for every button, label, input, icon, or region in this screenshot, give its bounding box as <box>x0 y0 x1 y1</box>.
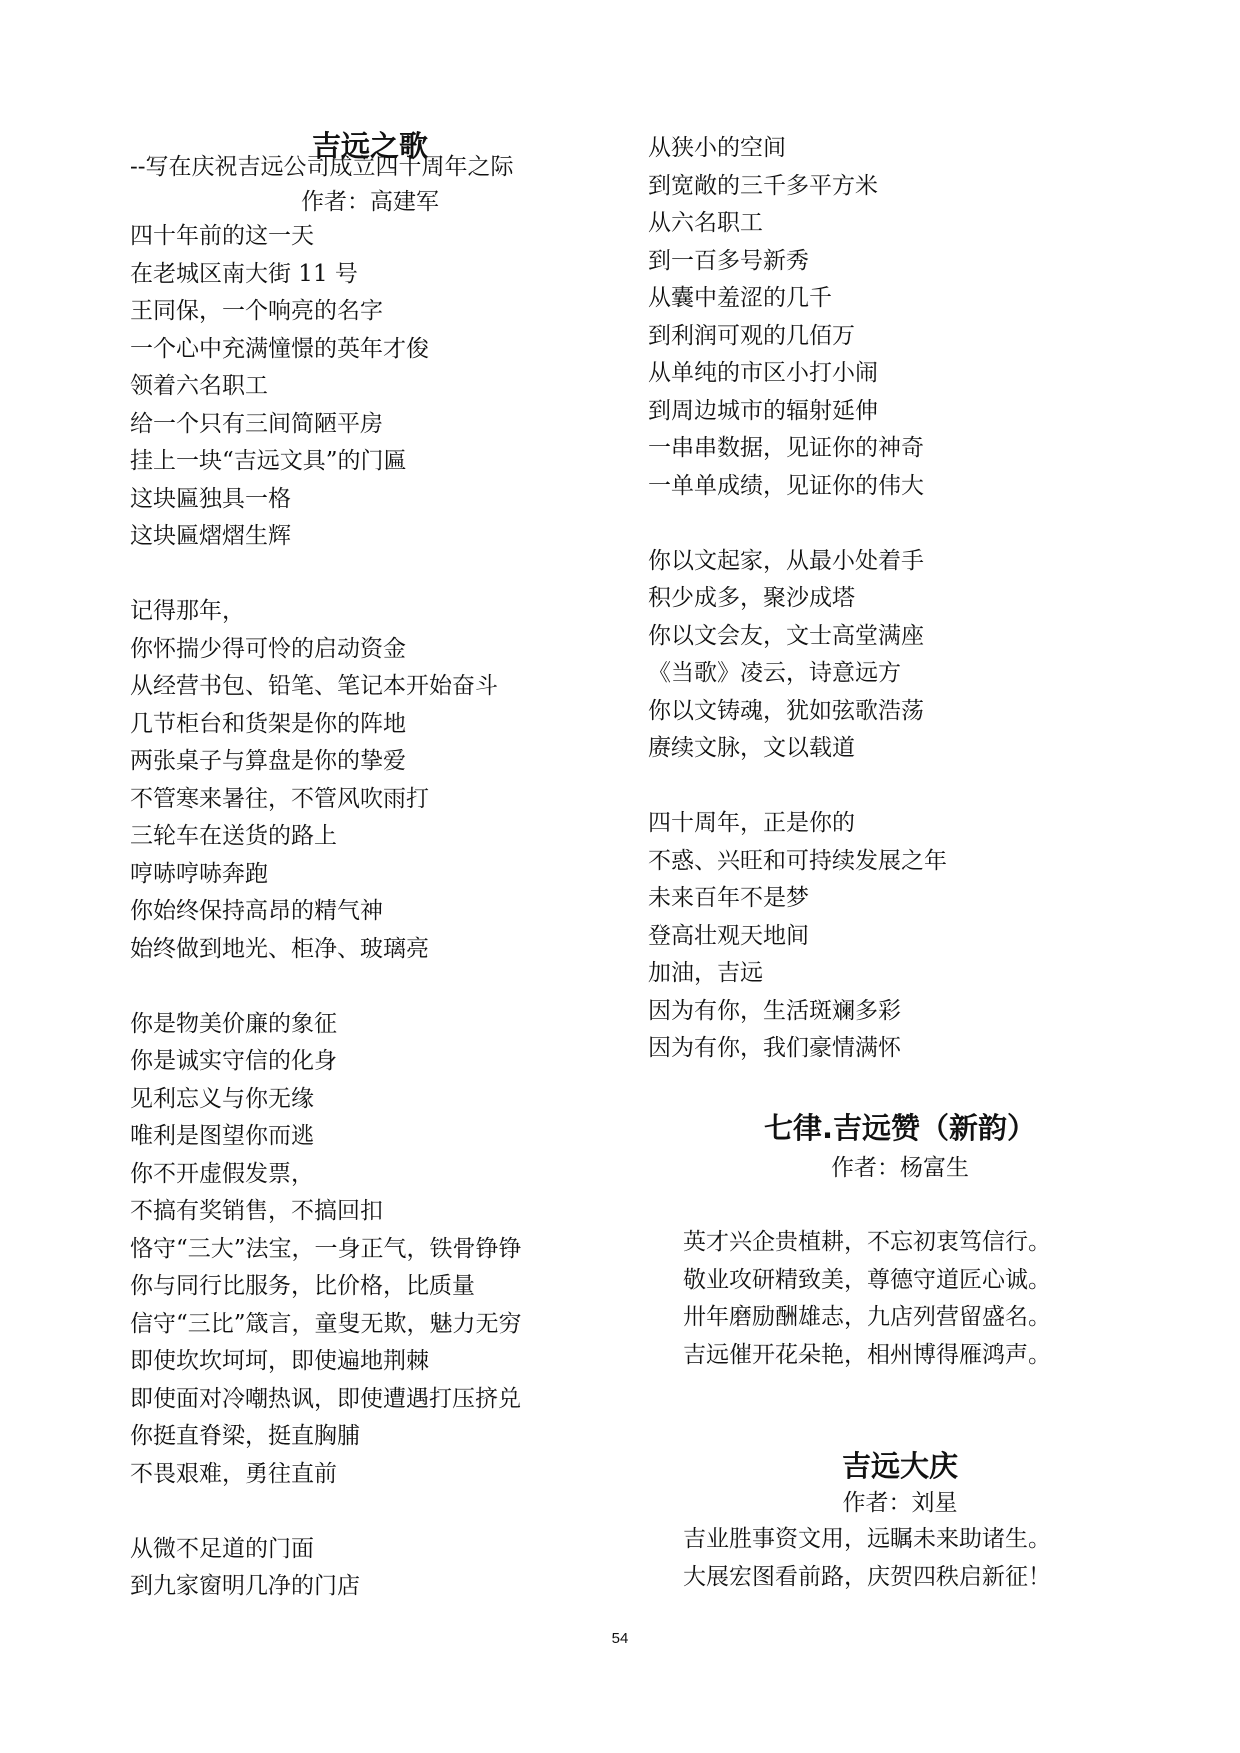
poem-line: 一个心中充满憧憬的英年才俊 <box>130 335 429 362</box>
poem-line: 即使面对冷嘲热讽，即使遭遇打压挤兑 <box>130 1385 521 1412</box>
poem-line: 吉远催开花朵艳，相州博得雁鸿声。 <box>683 1341 1051 1368</box>
poem-line: 这块匾独具一格 <box>130 485 291 512</box>
poem-line: 挂上一块“吉远文具”的门匾 <box>130 448 407 474</box>
poem-line: 未来百年不是梦 <box>648 885 809 911</box>
poem-line: 你以文铸魂，犹如弦歌浩荡 <box>648 697 924 724</box>
poem-line: 到九家窗明几净的门店 <box>130 1573 360 1599</box>
poem-line: 三轮车在送货的路上 <box>130 823 337 849</box>
poem-line: 从微不足道的门面 <box>130 1535 314 1562</box>
poem-line: 卅年磨励酬雄志，九店列营留盛名。 <box>683 1304 1051 1330</box>
poem-line: 给一个只有三间简陋平房 <box>130 410 383 437</box>
poem-line: 因为有你，生活斑斓多彩 <box>648 997 901 1024</box>
poem-line: 即使坎坎坷坷，即使遍地荆棘 <box>130 1348 429 1374</box>
poem-line: 一串串数据，见证你的神奇 <box>648 435 924 461</box>
poem-line: 哼哧哼哧奔跑 <box>130 860 268 887</box>
poem-line: 到宽敞的三千多平方米 <box>648 172 878 199</box>
poem-line: 你与同行比服务，比价格，比质量 <box>130 1273 475 1299</box>
poem-line: 你挺直脊梁，挺直胸脯 <box>130 1423 360 1449</box>
poem-line: 从经营书包、铅笔、笔记本开始奋斗 <box>130 673 498 699</box>
poem-line: 不搞有奖销售，不搞回扣 <box>130 1198 383 1224</box>
poem-line: 两张桌子与算盘是你的挚爱 <box>130 748 406 774</box>
poem-line: 几节柜台和货架是你的阵地 <box>130 710 406 737</box>
poem-line: 《当歌》凌云，诗意远方 <box>648 660 901 686</box>
poem-line: 你以文会友，文士高堂满座 <box>648 622 924 649</box>
poem-line: 四十年前的这一天 <box>130 223 314 249</box>
poem-line: 加油，吉远 <box>648 960 763 986</box>
poem-line: 领着六名职工 <box>130 373 268 399</box>
poem-line: 你以文起家，从最小处着手 <box>648 547 924 574</box>
poem-line: 大展宏图看前路，庆贺四秩启新征！ <box>683 1563 1051 1590</box>
poem-line: 到周边城市的辐射延伸 <box>648 397 878 424</box>
poem-line: 你始终保持高昂的精气神 <box>130 898 383 924</box>
poem2-author: 作者：杨富生 <box>831 1155 969 1181</box>
poem1-author: 作者：高建军 <box>301 189 439 215</box>
poem3-title: 吉远大庆 <box>841 1449 958 1483</box>
poem3-author: 作者：刘星 <box>842 1490 958 1516</box>
poem-line: 从狭小的空间 <box>648 135 786 161</box>
poem-line: 始终做到地光、柜净、玻璃亮 <box>130 935 429 962</box>
poem-line: 你是物美价廉的象征 <box>130 1010 337 1037</box>
poem-line: 不惑、兴旺和可持续发展之年 <box>648 847 947 874</box>
poem-line: 从六名职工 <box>648 210 763 236</box>
poem-line: 恪守“三大”法宝，一身正气，铁骨铮铮 <box>130 1235 522 1262</box>
poem-line: 从单纯的市区小打小闹 <box>648 360 878 386</box>
poem-line: 在老城区南大街 11 号 <box>130 260 358 287</box>
poem-line: 见利忘义与你无缘 <box>130 1085 314 1112</box>
poem-line: 因为有你，我们豪情满怀 <box>648 1035 901 1061</box>
poem-line: 不畏艰难，勇往直前 <box>130 1460 337 1487</box>
poem-line: 信守“三比”箴言，童叟无欺，魅力无穷 <box>130 1310 522 1337</box>
poem1-title: 吉远之歌 <box>311 129 428 163</box>
poem-line: 这块匾熠熠生辉 <box>130 523 291 549</box>
poem-line: 你怀揣少得可怜的启动资金 <box>130 635 406 662</box>
poem-line: 不管寒来暑往，不管风吹雨打 <box>130 785 429 812</box>
page-number: 54 <box>611 1630 629 1647</box>
poem-line: 到利润可观的几佰万 <box>648 322 855 349</box>
poem-line: 一单单成绩，见证你的伟大 <box>648 472 924 499</box>
poem-line: 吉业胜事资文用，远瞩未来助诸生。 <box>683 1526 1051 1552</box>
poem-line: 四十周年，正是你的 <box>648 810 855 836</box>
poem-line: 到一百多号新秀 <box>648 247 809 274</box>
poem-line: 敬业攻研精致美，尊德守道匠心诚。 <box>683 1266 1051 1293</box>
poem-line: 赓续文脉，文以载道 <box>648 735 855 761</box>
poem1-subtitle: --写在庆祝吉远公司成立四十周年之际 <box>130 154 514 180</box>
poem2-title: 七律.吉远赞（新韵） <box>763 1111 1037 1145</box>
poem-line: 唯利是图望你而逃 <box>130 1123 314 1149</box>
poem-line: 积少成多，聚沙成塔 <box>648 585 855 611</box>
poem-line: 你是诚实守信的化身 <box>130 1048 337 1074</box>
poem-line: 记得那年， <box>130 598 245 624</box>
poem-line: 登高壮观天地间 <box>648 922 809 949</box>
poem-line: 从囊中羞涩的几千 <box>648 285 832 311</box>
poem-line: 英才兴企贵植耕，不忘初衷笃信行。 <box>683 1229 1051 1255</box>
poem-line: 你不开虚假发票， <box>130 1160 314 1187</box>
poem-line: 王同保，一个响亮的名字 <box>130 298 383 324</box>
